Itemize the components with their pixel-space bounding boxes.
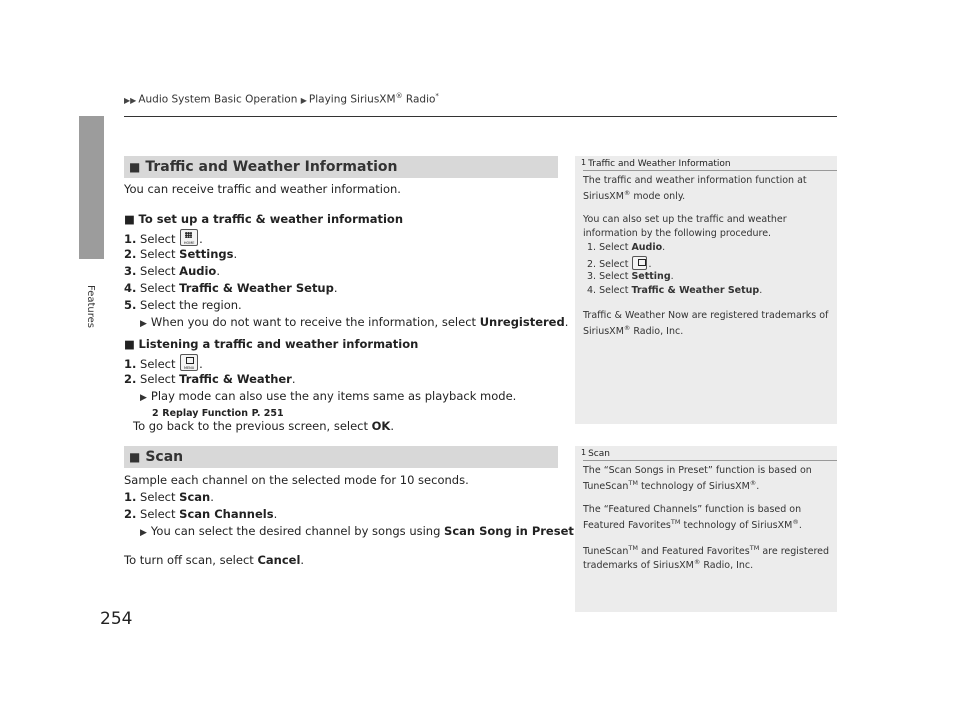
breadcrumb-arrow-icon: ▶▶	[124, 95, 137, 105]
note-rule	[583, 460, 837, 461]
note-line	[583, 544, 829, 557]
note-step-num: 3.	[587, 271, 597, 282]
note-text: TuneScan	[583, 481, 629, 493]
note-step	[587, 271, 674, 282]
step-number: 2.	[124, 247, 137, 261]
trademark-mark: TM	[628, 479, 638, 487]
arrow-icon: ▶	[140, 393, 147, 403]
breadcrumb-part1[interactable]: Audio System Basic Operation	[138, 93, 298, 106]
note-text: Select	[599, 285, 632, 296]
note-box-traffic-weather	[575, 156, 837, 424]
step-text: .	[199, 232, 203, 246]
intro-text: Sample each channel on the selected mode for 10 seconds.	[124, 473, 469, 487]
note-line: The “Scan Songs in Preset” function is based on	[583, 465, 812, 476]
step-text: Select	[140, 372, 180, 386]
back-text: .	[390, 419, 394, 433]
chapter-label: Features	[85, 285, 96, 328]
arrow-icon: ▶	[140, 528, 147, 538]
note-title-text: Scan	[588, 449, 610, 459]
registered-mark: ®	[792, 518, 799, 526]
step-text: Select	[140, 247, 180, 261]
note-line	[583, 558, 753, 571]
subheading-text: Listening a traffic and weather information	[138, 337, 419, 351]
step-number: 2.	[124, 507, 137, 521]
note-text: .	[662, 242, 666, 253]
asterisk-mark: *	[435, 92, 439, 100]
step-bold: Audio	[179, 264, 217, 278]
note-line	[583, 189, 685, 202]
note-line: information by the following procedure.	[583, 228, 772, 239]
note-text: Radio, Inc.	[700, 560, 754, 572]
note-bold: Traffic & Weather Setup	[631, 285, 760, 296]
step-bold: Traffic & Weather	[179, 372, 292, 386]
note-text: trademarks of SiriusXM	[583, 560, 694, 572]
step-text: .	[216, 264, 220, 278]
note-line	[583, 479, 759, 492]
note-line	[583, 518, 802, 531]
note-text: .	[648, 259, 652, 270]
menu-icon	[632, 256, 647, 270]
step	[124, 281, 338, 295]
note-text: .	[756, 481, 760, 493]
step-text: .	[273, 507, 278, 521]
square-bullet-icon: ■	[129, 450, 141, 464]
note-line: Traffic & Weather Now are registered trademarks of	[583, 310, 829, 321]
note-text: TuneScan	[583, 546, 629, 558]
registered-mark: ®	[749, 479, 757, 487]
section-heading-traffic-weather	[124, 156, 558, 178]
step-bold: Scan Channels	[179, 507, 274, 521]
note-text: Select	[599, 271, 632, 282]
breadcrumb	[124, 92, 439, 106]
note-text: Select	[599, 242, 632, 253]
step-text: .	[233, 247, 238, 261]
note-step	[587, 242, 665, 253]
back-instruction	[133, 419, 394, 433]
step-substep	[140, 524, 578, 538]
substep-bold: Unregistered	[479, 315, 565, 329]
substep-bold: Scan Song in Preset	[444, 524, 574, 538]
step-number: 1.	[124, 232, 137, 246]
step-text: Select	[140, 264, 180, 278]
substep-text: You can select the desired channel by songs using	[150, 524, 445, 538]
trademark-mark: TM	[670, 518, 681, 526]
step-bold: Settings	[179, 247, 234, 261]
note-text: technology of SiriusXM	[637, 481, 750, 493]
note-marker: 1	[581, 158, 587, 167]
note-text: .	[798, 520, 802, 532]
note-title	[581, 158, 731, 169]
registered-mark: ®	[395, 92, 403, 100]
note-step-num: 4.	[587, 285, 597, 296]
note-title	[581, 448, 610, 459]
registered-mark: ®	[623, 189, 631, 197]
note-step-num: 1.	[587, 242, 597, 253]
square-bullet-icon: ■	[124, 337, 135, 351]
note-step	[587, 285, 762, 296]
step-bold: Scan	[179, 490, 211, 504]
step-text: Select	[140, 507, 180, 521]
step	[124, 354, 203, 371]
step-number: 5.	[124, 298, 137, 312]
note-title-text: Traffic and Weather Information	[588, 159, 731, 169]
step-bold: Traffic & Weather Setup	[179, 281, 334, 295]
chapter-tab	[79, 116, 104, 259]
note-text: SiriusXM	[583, 191, 624, 203]
subheading	[124, 337, 418, 351]
note-bold: Audio	[631, 242, 663, 253]
note-text: are registered	[759, 546, 830, 558]
step-text: .	[199, 357, 203, 371]
step-text: .	[333, 281, 338, 295]
note-step-num: 2.	[587, 259, 597, 270]
registered-mark: ®	[623, 324, 631, 332]
step-text: .	[210, 490, 214, 504]
step	[124, 247, 237, 261]
note-text: Featured Favorites	[583, 520, 671, 532]
step-text: .	[291, 372, 296, 386]
step-text: Select	[140, 490, 180, 504]
breadcrumb-arrow-icon: ▶	[300, 95, 307, 105]
reference-page: P. 251	[251, 408, 284, 419]
note-rule	[583, 170, 837, 171]
step-number: 1.	[124, 357, 137, 371]
cross-reference[interactable]	[152, 405, 284, 419]
intro-text: You can receive traffic and weather information.	[124, 182, 401, 196]
trademark-mark: TM	[749, 544, 760, 552]
square-bullet-icon: ■	[124, 212, 135, 226]
home-icon-caption: HOME	[183, 241, 195, 245]
step	[124, 490, 214, 504]
trademark-mark: TM	[628, 544, 638, 552]
reference-label[interactable]: Replay Function	[162, 408, 248, 419]
off-text: .	[300, 553, 305, 567]
menu-icon-caption: MENU	[183, 366, 195, 370]
arrow-icon: ▶	[140, 319, 147, 329]
step-substep	[140, 315, 568, 329]
registered-mark: ®	[693, 558, 701, 566]
step	[124, 372, 296, 386]
off-text: To turn off scan, select	[124, 553, 258, 567]
note-text: .	[670, 271, 674, 282]
note-text: SiriusXM	[583, 326, 624, 338]
step	[124, 507, 277, 521]
breadcrumb-part2[interactable]: Playing SiriusXM	[308, 93, 396, 106]
step	[124, 298, 242, 312]
subheading-text: To set up a traffic & weather information	[138, 212, 404, 226]
substep-text: .	[564, 315, 569, 329]
note-step	[587, 256, 651, 270]
step-substep	[140, 389, 516, 403]
note-text: mode only.	[630, 191, 686, 203]
section-title: Traffic and Weather Information	[145, 159, 398, 175]
note-text: Radio, Inc.	[630, 326, 684, 338]
substep-text: When you do not want to receive the information, select	[150, 315, 480, 329]
note-text: and Featured Favorites	[637, 546, 750, 558]
menu-icon	[180, 354, 198, 371]
note-bold: Setting	[631, 271, 671, 282]
step-text: Select	[140, 357, 180, 371]
step-text: Select	[140, 281, 180, 295]
back-text: To go back to the previous screen, select	[133, 419, 372, 433]
reference-icon: 2	[152, 408, 159, 419]
section-title: Scan	[145, 449, 184, 465]
back-bold: OK	[371, 419, 391, 433]
step-text: Select the region.	[140, 298, 242, 312]
step	[124, 229, 203, 246]
note-text: technology of SiriusXM	[680, 520, 793, 532]
off-bold: Cancel	[257, 553, 301, 567]
note-text: Select	[599, 259, 632, 270]
note-line: The “Featured Channels” function is based on	[583, 504, 802, 515]
header-rule	[124, 116, 837, 117]
step-number: 4.	[124, 281, 137, 295]
home-icon	[180, 229, 198, 246]
step-text: Select	[140, 232, 180, 246]
page-number: 254	[100, 609, 133, 629]
note-text: .	[759, 285, 763, 296]
note-line	[583, 324, 683, 337]
note-marker: 1	[581, 448, 587, 457]
step-number: 3.	[124, 264, 137, 278]
subheading	[124, 212, 403, 226]
breadcrumb-part3[interactable]: Radio	[402, 93, 436, 106]
step-number: 2.	[124, 372, 137, 386]
step-number: 1.	[124, 490, 137, 504]
scan-off-instruction	[124, 553, 304, 567]
step	[124, 264, 220, 278]
substep-text: Play mode can also use the any items same as playback mode.	[150, 389, 517, 403]
note-line: The traffic and weather information function at	[583, 175, 807, 186]
section-heading-scan	[124, 446, 558, 468]
note-box-scan	[575, 446, 837, 612]
note-line: You can also set up the traffic and weather	[583, 214, 787, 225]
square-bullet-icon: ■	[129, 160, 141, 174]
